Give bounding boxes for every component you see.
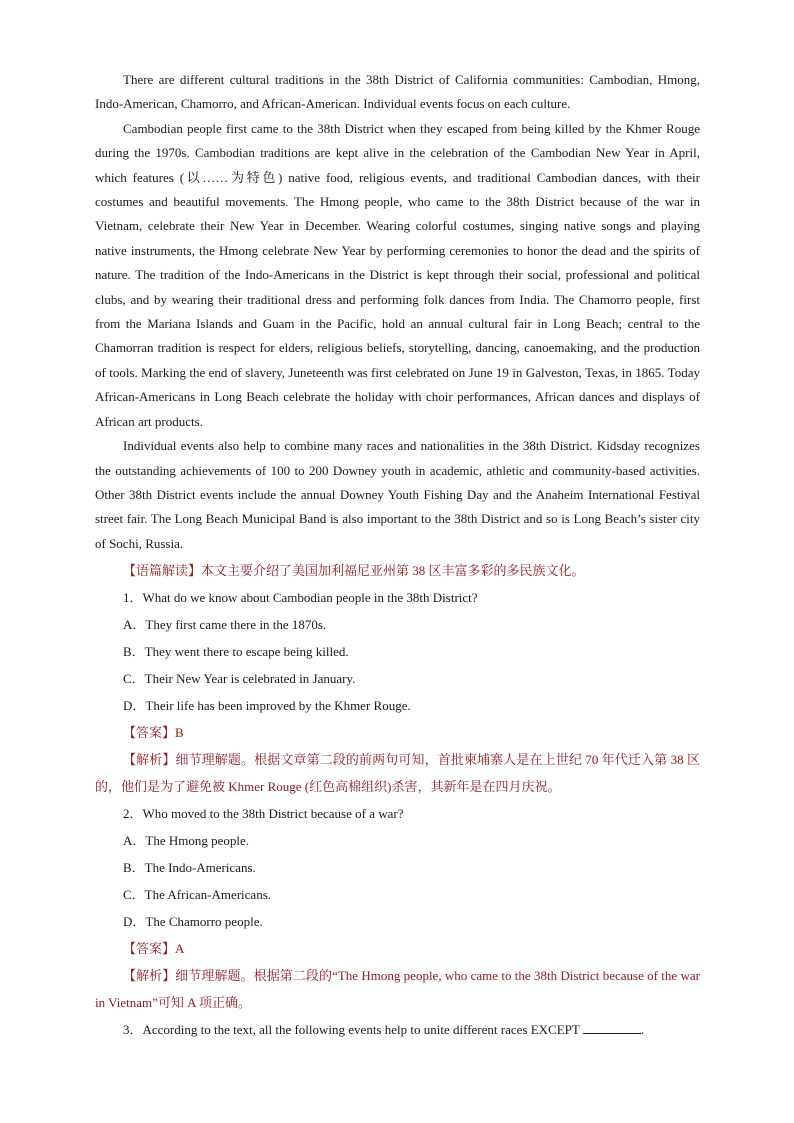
question-3-stem-text: 3．According to the text, all the following events help to unite different races EXCEPT	[123, 1022, 583, 1038]
passage-paragraph-1: There are different cultural traditions in the 38th District of California communities: Cambodian, Hmong, Indo-American, Chamorro, and African-American. Individual events focus on each culture.	[95, 72, 700, 112]
question-2-option-d: D．The Chamorro people.	[123, 914, 263, 930]
question-3-stem: 3．According to the text, all the following events help to unite different races EXCEPT .	[123, 1022, 645, 1038]
passage-paragraph-3: Individual events also help to combine many races and nationalities in the 38th District. Kidsday recognizes the outstanding achievements of 100 to 200 Downey youth in academic, athletic and community-based activities. Other 38th District events include the annual Downey Youth Fishing Day and the Anaheim International Festival street fair. The Long Beach Municipal Band is also important to the 38th District and so is Long Beach’s sister city of Sochi, Russia.	[95, 438, 700, 551]
question-1-stem: 1．What do we know about Cambodian people in the 38th District?	[123, 590, 478, 606]
question-2-answer: 【答案】A	[123, 941, 185, 957]
question-1-option-d: D．Their life has been improved by the Khmer Rouge.	[123, 698, 411, 714]
question-2-option-b: B．The Indo-Americans.	[123, 860, 256, 876]
answer-blank	[583, 1021, 641, 1034]
question-1-option-b: B．They went there to escape being killed.	[123, 644, 349, 660]
question-2-analysis: 【解析】细节理解题。根据第二段的“The Hmong people, who came to the 38th District because of the war in Vietnam”可知 A 项正确。	[95, 968, 700, 1011]
reading-note: 【语篇解读】本文主要介绍了美国加利福尼亚州第 38 区丰富多彩的多民族文化。	[123, 563, 585, 579]
question-2-stem: 2．Who moved to the 38th District because of a war?	[123, 806, 404, 822]
question-1-answer: 【答案】B	[123, 725, 184, 741]
question-1-option-a: A．They first came there in the 1870s.	[123, 617, 327, 633]
question-1-option-c: C．Their New Year is celebrated in January.	[123, 671, 356, 687]
question-2-option-c: C．The African-Americans.	[123, 887, 272, 903]
passage-paragraph-2: Cambodian people first came to the 38th District when they escaped from being killed by the Khmer Rouge during the 1970s. Cambodian traditions are kept alive in the celebration of the Cambodian New Year in April, which features (以……为特色) native food, religious events, and traditional Cambodian dances, with their costumes and beautiful movements. The Hmong people, who came to the 38th District because of the war in Vietnam, celebrate their New Year in December. Wearing colorful costumes, singing native songs and playing native instruments, the Hmong celebrate New Year by performing ceremonies to honor the dead and the spirits of nature. The tradition of the Indo-Americans in the District is kept through their social, professional and political clubs, and by wearing their traditional dress and performing folk dances from India. The Chamorro people, first from the Mariana Islands and Guam in the Pacific, hold an annual cultural fair in Long Beach; central to the Chamorran tradition is respect for elders, religious beliefs, storytelling, dancing, canoemaking, and the production of tools. Marking the end of slavery, Juneteenth was first celebrated on June 19 in Galveston, Texas, in 1865. Today African-Americans in Long Beach celebrate the holiday with choir performances, African dances and displays of African art products.	[95, 120, 700, 429]
document-page	[95, 68, 700, 1043]
question-2-option-a: A．The Hmong people.	[123, 833, 250, 849]
question-1-analysis: 【解析】细节理解题。根据文章第二段的前两句可知，首批柬埔寨人是在上世纪 70 年代迁入第 38 区的，他们是为了避免被 Khmer Rouge (红色高棉组织)杀害，其新年是在四月庆祝。	[95, 752, 700, 795]
